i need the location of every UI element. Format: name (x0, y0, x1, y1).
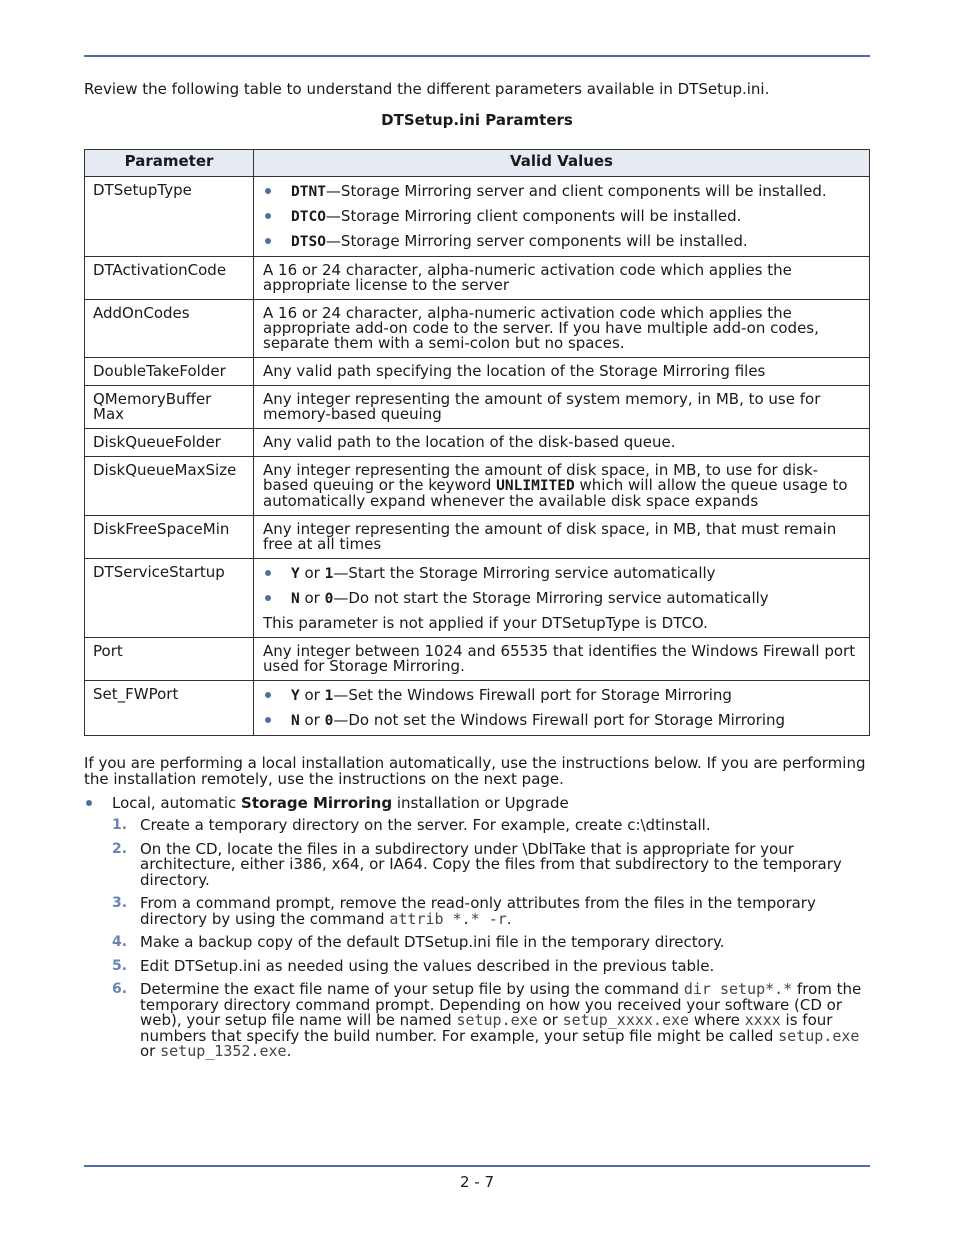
table-row (85, 429, 870, 457)
param-cell: Set_FWPort (85, 681, 254, 736)
param-cell: DTActivationCode (85, 257, 254, 300)
local-install-bullet: Local, automatic Storage Mirroring installation or Upgrade (84, 795, 870, 811)
table-title: DTSetup.ini Paramters (381, 111, 573, 129)
values-cell: Any integer representing the amount of disk space, in MB, to use for disk-based queuing or the keyword UNLIMITED which will allow the queue usage to automatically expand whenever the available disk space expands (254, 457, 870, 516)
table-header-row (85, 150, 870, 177)
values-cell: Any valid path specifying the location of the Storage Mirroring files (254, 358, 870, 386)
bullet-icon (86, 800, 92, 806)
bullet-icon (265, 570, 271, 576)
values-cell: A 16 or 24 character, alpha-numeric activation code which applies the appropriate license to the server (254, 257, 870, 300)
header-rule (84, 55, 870, 57)
table-row (85, 638, 870, 681)
values-cell: Any integer representing the amount of system memory, in MB, to use for memory-based queuing (254, 386, 870, 429)
list-item: N or 0—Do not start the Storage Mirroring service automatically (263, 590, 861, 607)
list-item: DTSO—Storage Mirroring server components will be installed. (263, 233, 861, 250)
installation-paragraph: If you are performing a local installation automatically, use the instructions below. If you are performing the installation remotely, use the instructions on the next page. (84, 754, 866, 788)
table-row (85, 358, 870, 386)
step-item: 6. Determine the exact file name of your setup file by using the command dir setup*.* from the temporary directory command prompt. Depending on how you received your software (CD or web), your setup file name will be named setup.exe or setup_xxxx.exe where xxxx is four numbers that specify the build number. For example, your setup file might be called setup.exe or setup_1352.exe. (112, 980, 862, 1060)
values-cell (254, 559, 870, 638)
bullet-icon (265, 238, 271, 244)
table-row (85, 457, 870, 516)
param-cell: AddOnCodes (85, 300, 254, 358)
bullet-icon (265, 717, 271, 723)
install-steps (108, 818, 870, 1068)
values-cell: Any integer between 1024 and 65535 that identifies the Windows Firewall port used for Storage Mirroring. (254, 638, 870, 681)
step-item: 5. Edit DTSetup.ini as needed using the values described in the previous table. (112, 956, 715, 975)
footer-rule (84, 1165, 870, 1167)
list-item: Y or 1—Set the Windows Firewall port for Storage Mirroring (263, 687, 861, 704)
step-item: 3. From a command prompt, remove the read-only attributes from the files in the temporary directory by using the command attrib *.* -r. (112, 894, 816, 928)
param-cell: Port (85, 638, 254, 681)
table-row (85, 177, 870, 257)
table-row (85, 257, 870, 300)
parameters-table (84, 149, 870, 736)
table-row (85, 386, 870, 429)
list-item: DTNT—Storage Mirroring server and client components will be installed. (263, 183, 861, 200)
values-cell: Any valid path to the location of the disk-based queue. (254, 429, 870, 457)
values-cell (254, 177, 870, 257)
intro-paragraph: Review the following table to understand the different parameters available in DTSetup.ini. (84, 80, 770, 98)
header-parameter: Parameter (85, 150, 254, 177)
list-item: Y or 1—Start the Storage Mirroring service automatically (263, 565, 861, 582)
list-item: DTCO—Storage Mirroring client components will be installed. (263, 208, 861, 225)
param-cell: DiskFreeSpaceMin (85, 516, 254, 559)
param-cell: QMemoryBuffer Max (85, 386, 254, 429)
bullet-icon (265, 188, 271, 194)
bullet-icon (265, 692, 271, 698)
values-cell: Any integer representing the amount of disk space, in MB, that must remain free at all times (254, 516, 870, 559)
values-cell: A 16 or 24 character, alpha-numeric activation code which applies the appropriate add-on code to the server. If you have multiple add-on codes, separate them with a semi-colon but no spaces. (254, 300, 870, 358)
table-row (85, 300, 870, 358)
values-cell (254, 681, 870, 736)
step-item: 2. On the CD, locate the files in a subdirectory under \DblTake that is appropriate for your architecture, either i386, x64, or IA64. Copy the files from that subdirectory to the temporary directory. (112, 839, 842, 889)
list-item: N or 0—Do not set the Windows Firewall port for Storage Mirroring (263, 712, 861, 729)
bullet-icon (265, 213, 271, 219)
param-cell: DiskQueueFolder (85, 429, 254, 457)
table-row (85, 516, 870, 559)
param-cell: DiskQueueMaxSize (85, 457, 254, 516)
param-cell: DoubleTakeFolder (85, 358, 254, 386)
bullet-icon (265, 595, 271, 601)
header-valid-values: Valid Values (254, 150, 870, 177)
service-startup-note: This parameter is not applied if your DTSetupType is DTCO. (263, 614, 708, 632)
step-item: 1. Create a temporary directory on the server. For example, create c:\dtinstall. (112, 816, 711, 834)
step-item: 4. Make a backup copy of the default DTSetup.ini file in the temporary directory. (112, 933, 725, 951)
param-cell: DTSetupType (85, 177, 254, 257)
table-row (85, 681, 870, 736)
page-number: 2 - 7 (459, 1173, 495, 1191)
table-row (85, 559, 870, 638)
param-cell: DTServiceStartup (85, 559, 254, 638)
